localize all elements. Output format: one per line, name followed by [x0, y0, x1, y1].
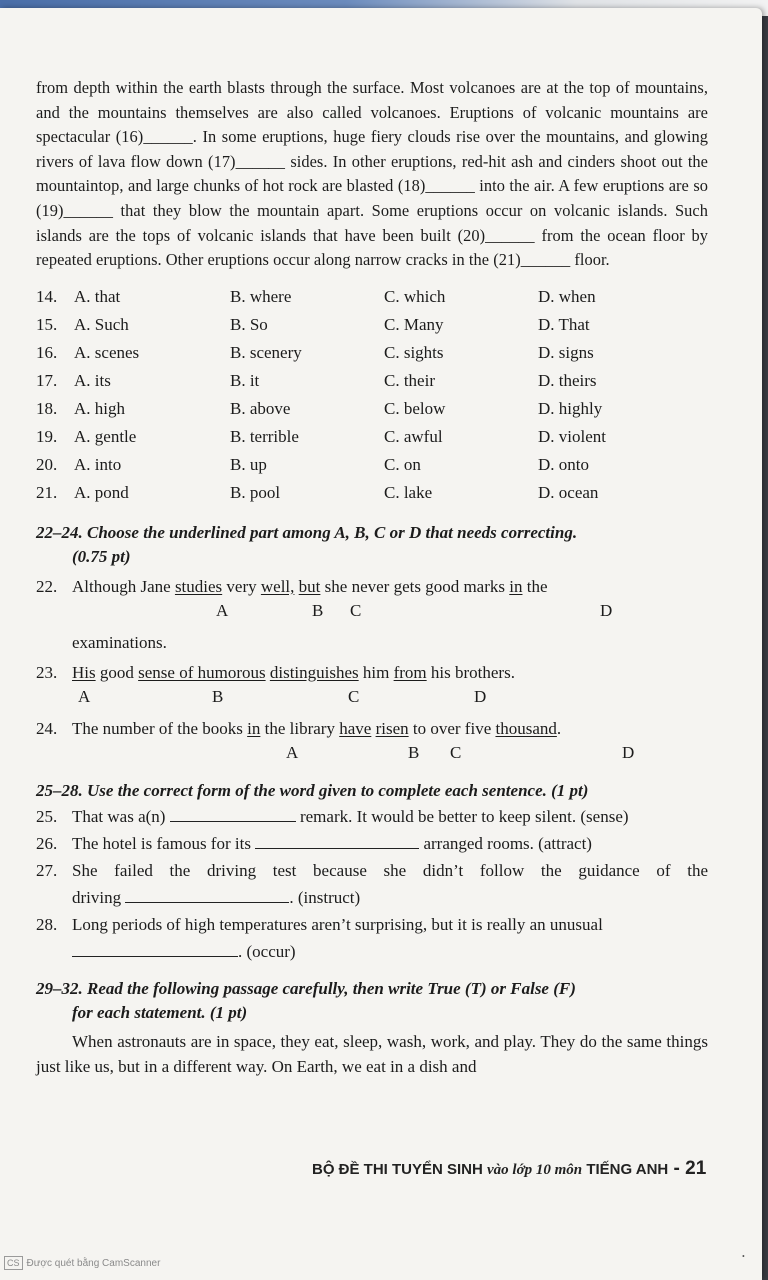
passage-text: sides. In other eruptions, red-hit ash and cinders shoot out the mountaintop, and large chunks of hot rock are blasted (18)	[36, 151, 709, 196]
scanned-page	[0, 8, 762, 1280]
section-heading-error-correction	[36, 521, 708, 569]
sentence-text: to over five	[408, 718, 496, 738]
option-b: B. up	[230, 454, 267, 474]
option-row-15	[36, 311, 708, 339]
sentence-text: the library	[260, 718, 340, 738]
underlined-part-d: from	[393, 662, 427, 682]
answer-blank-26[interactable]	[255, 832, 419, 849]
section-title: 25–28. Use the correct form of the word given to complete each sentence. (1 pt)	[36, 780, 589, 800]
page-content	[36, 76, 708, 1079]
camscanner-logo-icon: CS	[4, 1256, 23, 1270]
page-footer	[312, 1158, 742, 1180]
option-a: A. into	[74, 454, 122, 474]
section-points: (0.75 pt)	[72, 546, 131, 566]
option-row-18	[36, 395, 708, 423]
cloze-passage	[36, 76, 708, 273]
option-b: B. it	[230, 370, 260, 390]
option-c: C. their	[384, 370, 435, 390]
option-b: B. scenery	[230, 342, 302, 362]
sentence-body	[72, 857, 708, 911]
option-c: C. sights	[384, 342, 444, 362]
option-c: C. which	[384, 286, 446, 306]
underlined-part-c: risen	[375, 718, 409, 738]
sentence-text: Although Jane	[72, 576, 175, 596]
option-a: A. gentle	[74, 426, 137, 446]
option-d: D. when	[538, 286, 596, 306]
sentence-text: him	[358, 662, 394, 682]
option-c: C. awful	[384, 426, 443, 446]
question-number: 15.	[36, 314, 58, 334]
passage-text: that they blow the mountain apart. Some eruptions occur on volcanic islands. Such islands are the tops of volcanic islands that have been built (20)	[36, 200, 708, 245]
sentence-text: The number of the books	[72, 718, 248, 738]
sentence-text: The hotel is famous for its	[72, 833, 256, 853]
footer-title: BỘ ĐỀ THI TUYỂN SINH	[312, 1161, 488, 1178]
underlined-part-a: in	[247, 718, 261, 738]
option-c: C. Many	[384, 314, 444, 334]
option-d: D. violent	[538, 426, 606, 446]
sentence-text: very	[222, 576, 261, 596]
question-number: 28.	[36, 914, 58, 934]
section-heading-word-form	[36, 779, 708, 803]
option-a: A. that	[74, 286, 121, 306]
letter-d: D	[474, 686, 487, 706]
option-c: C. lake	[384, 482, 433, 502]
page-number: - 21	[668, 1158, 707, 1179]
option-row-17	[36, 367, 708, 395]
option-a: A. pond	[74, 482, 129, 502]
question-number: 19.	[36, 426, 58, 446]
underlined-part-c: but	[298, 576, 321, 596]
passage-text: . In some eruptions, huge fiery clouds rise over the mountains, and glowing rivers of lava flow down (17)	[36, 127, 708, 171]
scan-speck: •	[742, 1252, 745, 1261]
sentence-text: she never gets good marks	[320, 576, 510, 596]
option-a: A. scenes	[74, 342, 140, 362]
underlined-part-a: His	[72, 662, 96, 682]
blank-18: ______	[425, 176, 475, 196]
question-number: 27.	[36, 860, 58, 880]
option-row-21	[36, 479, 708, 507]
footer-title-italic: vào lớp 10 môn	[487, 1162, 583, 1178]
option-a: A. Such	[74, 314, 129, 334]
sentence-text: remark. It would be better to keep silent. (sense)	[295, 806, 629, 826]
letter-d: D	[622, 742, 635, 762]
question-25	[36, 803, 708, 830]
sentence-text: . (instruct)	[289, 887, 361, 907]
letter-c: C	[348, 686, 360, 706]
sentence-text: arranged rooms. (attract)	[419, 833, 592, 853]
question-28	[36, 911, 708, 965]
answer-blank-27[interactable]	[125, 886, 289, 903]
option-b: B. So	[230, 314, 268, 334]
question-23	[36, 661, 708, 685]
question-22	[36, 575, 708, 599]
sentence-text: . (occur)	[238, 941, 296, 961]
question-number: 17.	[36, 370, 58, 390]
question-number: 22.	[36, 576, 58, 596]
underlined-part-b: sense of humorous	[138, 662, 266, 682]
option-c: C. below	[384, 398, 446, 418]
letter-b: B	[408, 742, 420, 762]
answer-options-table	[36, 283, 708, 507]
option-row-14	[36, 283, 708, 311]
question-27	[36, 857, 708, 911]
sentence-text: .	[556, 718, 562, 738]
question-number: 26.	[36, 833, 58, 853]
option-row-20	[36, 451, 708, 479]
section-title: 29–32. Read the following passage carefully, then write True (T) or False (F)	[36, 978, 576, 998]
option-c: C. on	[384, 454, 421, 474]
question-number: 14.	[36, 286, 58, 306]
letter-a: A	[78, 686, 91, 706]
question-24	[36, 717, 708, 741]
question-number: 25.	[36, 806, 58, 826]
reading-passage: When astronauts are in space, they eat, sleep, wash, work, and play. They do the same things just like us, but in a different way. On Earth, we eat in a dish and	[36, 1031, 708, 1076]
option-b: B. pool	[230, 482, 281, 502]
answer-blank-28[interactable]	[72, 940, 238, 957]
option-d: D. That	[538, 314, 590, 334]
sentence-text: Long periods of high temperatures aren’t surprising, but it is really an unusual	[72, 914, 603, 934]
letter-d: D	[600, 600, 613, 620]
question-number: 20.	[36, 454, 58, 474]
letter-c: C	[450, 742, 462, 762]
passage-text: into the air. A few eruptions are so (19)	[36, 176, 708, 220]
option-a: A. its	[74, 370, 111, 390]
letter-a: A	[286, 742, 299, 762]
blank-17: ______	[235, 151, 286, 171]
blank-20: ______	[485, 225, 535, 245]
question-22-continuation: examinations.	[72, 632, 167, 652]
passage-text: from the ocean floor by repeated eruptions. Other eruptions occur along narrow cracks in the (21)	[36, 225, 709, 270]
underlined-part-c: distinguishes	[269, 662, 359, 682]
answer-letters-22	[36, 599, 708, 625]
camscanner-watermark	[4, 1256, 160, 1270]
question-number: 16.	[36, 342, 58, 362]
letter-a: A	[216, 600, 229, 620]
underlined-part-a: studies	[174, 576, 223, 596]
option-a: A. high	[74, 398, 125, 418]
underlined-part-b: have	[339, 718, 372, 738]
watermark-text: Được quét bằng CamScanner	[26, 1257, 161, 1269]
blank-16: ______	[143, 127, 193, 147]
question-26	[36, 830, 708, 857]
passage-text: from depth within the earth blasts through the surface. Most volcanoes are at the top of mountains, and the mountains themselves are also called volcanoes. Eruptions of volcanic mountains are spectacular (16)	[36, 78, 708, 147]
option-d: D. theirs	[538, 370, 597, 390]
underlined-part-d: thousand	[495, 718, 557, 738]
question-number: 24.	[36, 718, 58, 738]
underlined-part-b: well,	[260, 576, 295, 596]
answer-letters-24	[36, 741, 708, 767]
option-row-19	[36, 423, 708, 451]
letter-c: C	[350, 600, 362, 620]
answer-blank-25[interactable]	[170, 805, 296, 822]
question-number: 23.	[36, 662, 58, 682]
sentence-text: good	[95, 662, 139, 682]
section-title-continued: for each statement. (1 pt)	[72, 1002, 248, 1022]
option-d: D. signs	[538, 342, 594, 362]
sentence-text: driving	[72, 887, 126, 907]
letter-b: B	[312, 600, 324, 620]
option-b: B. terrible	[230, 426, 299, 446]
option-d: D. ocean	[538, 482, 599, 502]
passage-text: floor.	[570, 250, 610, 270]
option-b: B. where	[230, 286, 292, 306]
underlined-part-d: in	[509, 576, 523, 596]
section-heading-true-false	[36, 977, 708, 1025]
sentence-text: his brothers.	[426, 662, 515, 682]
letter-b: B	[212, 686, 224, 706]
footer-subject: TIẾNG ANH	[582, 1161, 669, 1178]
sentence-body	[72, 911, 708, 965]
sentence-text: That was a(n)	[72, 806, 170, 826]
option-row-16	[36, 339, 708, 367]
section-title: 22–24. Choose the underlined part among A, B, C or D that needs correcting.	[36, 522, 578, 542]
option-d: D. highly	[538, 398, 603, 418]
answer-letters-23	[36, 685, 708, 711]
blank-21: ______	[520, 250, 571, 270]
sentence-text: the	[522, 576, 548, 596]
blank-19: ______	[63, 200, 113, 220]
option-d: D. onto	[538, 454, 589, 474]
sentence-text: She failed the driving test because she didn’t follow the guidance of the	[72, 860, 708, 880]
option-b: B. above	[230, 398, 291, 418]
question-number: 18.	[36, 398, 58, 418]
question-number: 21.	[36, 482, 58, 502]
